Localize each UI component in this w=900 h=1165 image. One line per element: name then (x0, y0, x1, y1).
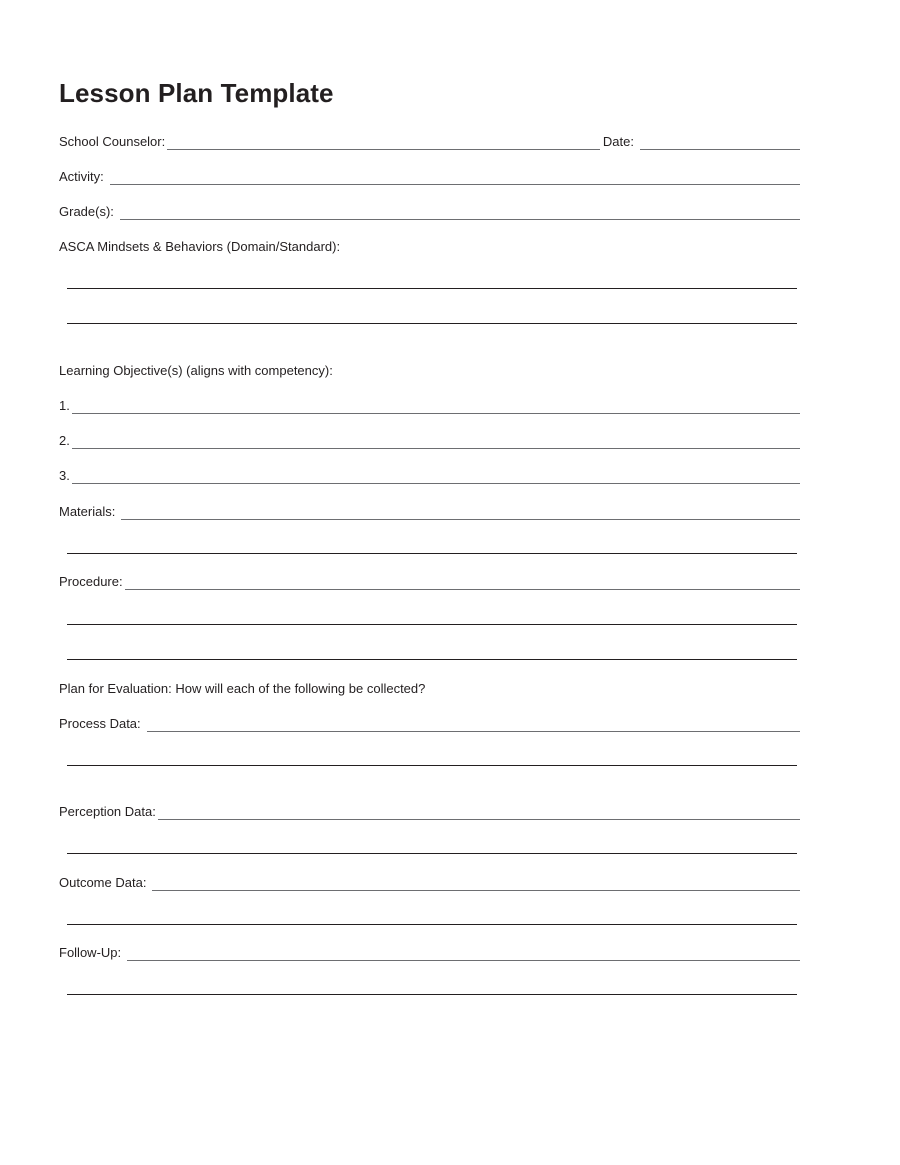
objective-field-2[interactable] (72, 432, 800, 449)
materials-row (59, 500, 800, 520)
objective-row-3 (59, 464, 800, 484)
grades-label: Grade(s): (59, 204, 114, 219)
materials-field[interactable] (121, 503, 800, 520)
outcome-data-row (59, 871, 800, 891)
perception-data-row (59, 800, 800, 820)
objective-number: 2. (59, 433, 70, 448)
perception-data-line-2[interactable] (67, 853, 797, 854)
materials-line-2[interactable] (67, 553, 797, 554)
materials-label: Materials: (59, 504, 116, 519)
objective-field-1[interactable] (72, 397, 800, 414)
activity-row (59, 165, 800, 185)
perception-data-field[interactable] (158, 803, 800, 820)
process-data-line-2[interactable] (67, 765, 797, 766)
follow-up-row (59, 941, 800, 961)
grades-field[interactable] (120, 203, 800, 220)
process-data-field[interactable] (147, 715, 800, 732)
objective-row-2 (59, 429, 800, 449)
procedure-label: Procedure: (59, 574, 123, 589)
follow-up-field[interactable] (127, 944, 800, 961)
school-counselor-row (59, 130, 800, 150)
asca-line-2[interactable] (67, 323, 797, 324)
procedure-line-3[interactable] (67, 659, 797, 660)
asca-line-1[interactable] (67, 288, 797, 289)
form-title: Lesson Plan Template (59, 78, 334, 108)
procedure-line-2[interactable] (67, 624, 797, 625)
follow-up-line-2[interactable] (67, 994, 797, 995)
objectives-heading: Learning Objective(s) (aligns with competency): (59, 363, 333, 378)
school-counselor-field[interactable] (167, 133, 600, 150)
asca-heading: ASCA Mindsets & Behaviors (Domain/Standard): (59, 239, 341, 254)
objective-row-1 (59, 394, 800, 414)
follow-up-label: Follow-Up: (59, 945, 122, 960)
evaluation-heading: Plan for Evaluation: How will each of the following be collected? (59, 681, 426, 696)
grades-row (59, 200, 800, 220)
activity-field[interactable] (110, 168, 800, 185)
procedure-row (59, 570, 800, 590)
process-data-row (59, 712, 800, 732)
objective-number: 1. (59, 398, 70, 413)
date-label: Date: (602, 134, 634, 149)
perception-data-label: Perception Data: (59, 804, 156, 819)
school-counselor-label: School Counselor: (59, 134, 166, 149)
outcome-data-line-2[interactable] (67, 924, 797, 925)
date-field[interactable] (640, 133, 800, 150)
procedure-field[interactable] (125, 573, 800, 590)
activity-label: Activity: (59, 169, 104, 184)
objective-number: 3. (59, 468, 70, 483)
objective-field-3[interactable] (72, 467, 800, 484)
process-data-label: Process Data: (59, 716, 141, 731)
outcome-data-field[interactable] (152, 874, 800, 891)
outcome-data-label: Outcome Data: (59, 875, 147, 890)
